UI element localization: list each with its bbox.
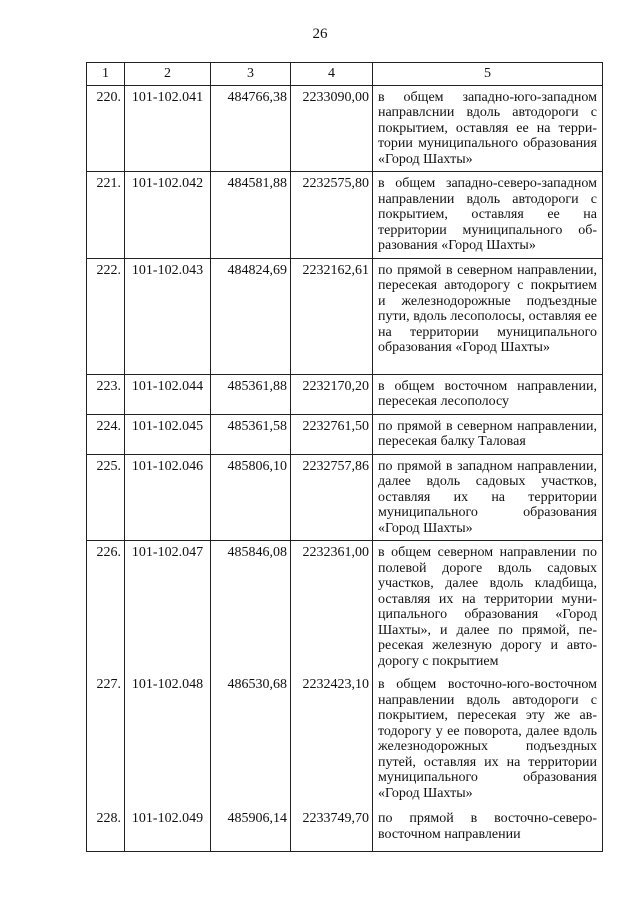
table-row xyxy=(87,807,603,851)
route-description: в общем западно-юго-западном направлснии вдоль автодороги с покрытием, оставляя ее на территории муниципального образования «Город Шахты» xyxy=(373,85,603,172)
route-description: по прямой в северном направлении, пересекая автодорогу с покрытием и железнодорожные подъездные пути, вдоль лесополосы, оставляя ее на территории муниципального образования «Город Шахты» xyxy=(373,258,603,374)
x-coordinate: 485361,58 xyxy=(211,414,291,454)
route-description: по прямой в восточно-северовосточном направлении xyxy=(373,807,603,851)
point-code: 101-102.045 xyxy=(125,414,211,454)
y-coordinate: 2232575,80 xyxy=(291,172,373,259)
table-row xyxy=(87,414,603,454)
point-code: 101-102.049 xyxy=(125,807,211,851)
row-number: 225. xyxy=(87,454,125,541)
y-coordinate: 2232162,61 xyxy=(291,258,373,374)
header-col-1: 1 xyxy=(87,63,125,86)
row-number: 223. xyxy=(87,374,125,414)
route-description: по прямой в западном направлении, далее вдоль садовых участков, оставляя их на территории муниципального образования «Город Шахты» xyxy=(373,454,603,541)
table-row xyxy=(87,85,603,172)
y-coordinate: 2232757,86 xyxy=(291,454,373,541)
x-coordinate: 484766,38 xyxy=(211,85,291,172)
x-coordinate: 485846,08 xyxy=(211,541,291,674)
row-number: 224. xyxy=(87,414,125,454)
header-col-3: 3 xyxy=(211,63,291,86)
x-coordinate: 484824,69 xyxy=(211,258,291,374)
point-code: 101-102.041 xyxy=(125,85,211,172)
route-description: в общем северном направлении по полевой дороге вдоль садовых участков, далее вдоль кладбища, оставляя их на территории муниципального образования «Город Шахты», и далее по прямой, пересекая железную дорогу и автодорогу с покрытием xyxy=(373,541,603,674)
x-coordinate: 485361,88 xyxy=(211,374,291,414)
route-description: в общем западно-северо-западном направлении вдоль автодороги с покрытием, оставляя ее на территории муниципального образования «Город Шахты» xyxy=(373,172,603,259)
x-coordinate: 486530,68 xyxy=(211,673,291,807)
boundary-points-table xyxy=(86,62,603,852)
x-coordinate: 485806,10 xyxy=(211,454,291,541)
row-number: 220. xyxy=(87,85,125,172)
row-number: 221. xyxy=(87,172,125,259)
x-coordinate: 485906,14 xyxy=(211,807,291,851)
point-code: 101-102.044 xyxy=(125,374,211,414)
header-col-5: 5 xyxy=(373,63,603,86)
table-row xyxy=(87,454,603,541)
table-header xyxy=(87,63,603,86)
table-row xyxy=(87,374,603,414)
y-coordinate: 2232170,20 xyxy=(291,374,373,414)
y-coordinate: 2232423,10 xyxy=(291,673,373,807)
table-row xyxy=(87,258,603,374)
y-coordinate: 2233749,70 xyxy=(291,807,373,851)
table-row xyxy=(87,172,603,259)
y-coordinate: 2233090,00 xyxy=(291,85,373,172)
point-code: 101-102.046 xyxy=(125,454,211,541)
route-description: в общем восточно-юго-восточном направлении вдоль автодороги с покрытием, пересекая эту же автодорогу у ее поворота, далее вдоль железнодорожных подъездных путей, оставляя их на территории муниципального образования «Город Шахты» xyxy=(373,673,603,807)
header-col-4: 4 xyxy=(291,63,373,86)
point-code: 101-102.048 xyxy=(125,673,211,807)
x-coordinate: 484581,88 xyxy=(211,172,291,259)
table-body xyxy=(87,85,603,851)
table-row xyxy=(87,673,603,807)
header-col-2: 2 xyxy=(125,63,211,86)
page-number: 26 xyxy=(312,26,328,42)
row-number: 227. xyxy=(87,673,125,807)
route-description: в общем восточном направлении, пересекая лесополосу xyxy=(373,374,603,414)
y-coordinate: 2232761,50 xyxy=(291,414,373,454)
y-coordinate: 2232361,00 xyxy=(291,541,373,674)
row-number: 226. xyxy=(87,541,125,674)
point-code: 101-102.047 xyxy=(125,541,211,674)
row-number: 222. xyxy=(87,258,125,374)
point-code: 101-102.042 xyxy=(125,172,211,259)
row-number: 228. xyxy=(87,807,125,851)
route-description: по прямой в северном направлении, пересекая балку Таловая xyxy=(373,414,603,454)
table-row xyxy=(87,541,603,674)
point-code: 101-102.043 xyxy=(125,258,211,374)
header-row xyxy=(87,63,603,86)
